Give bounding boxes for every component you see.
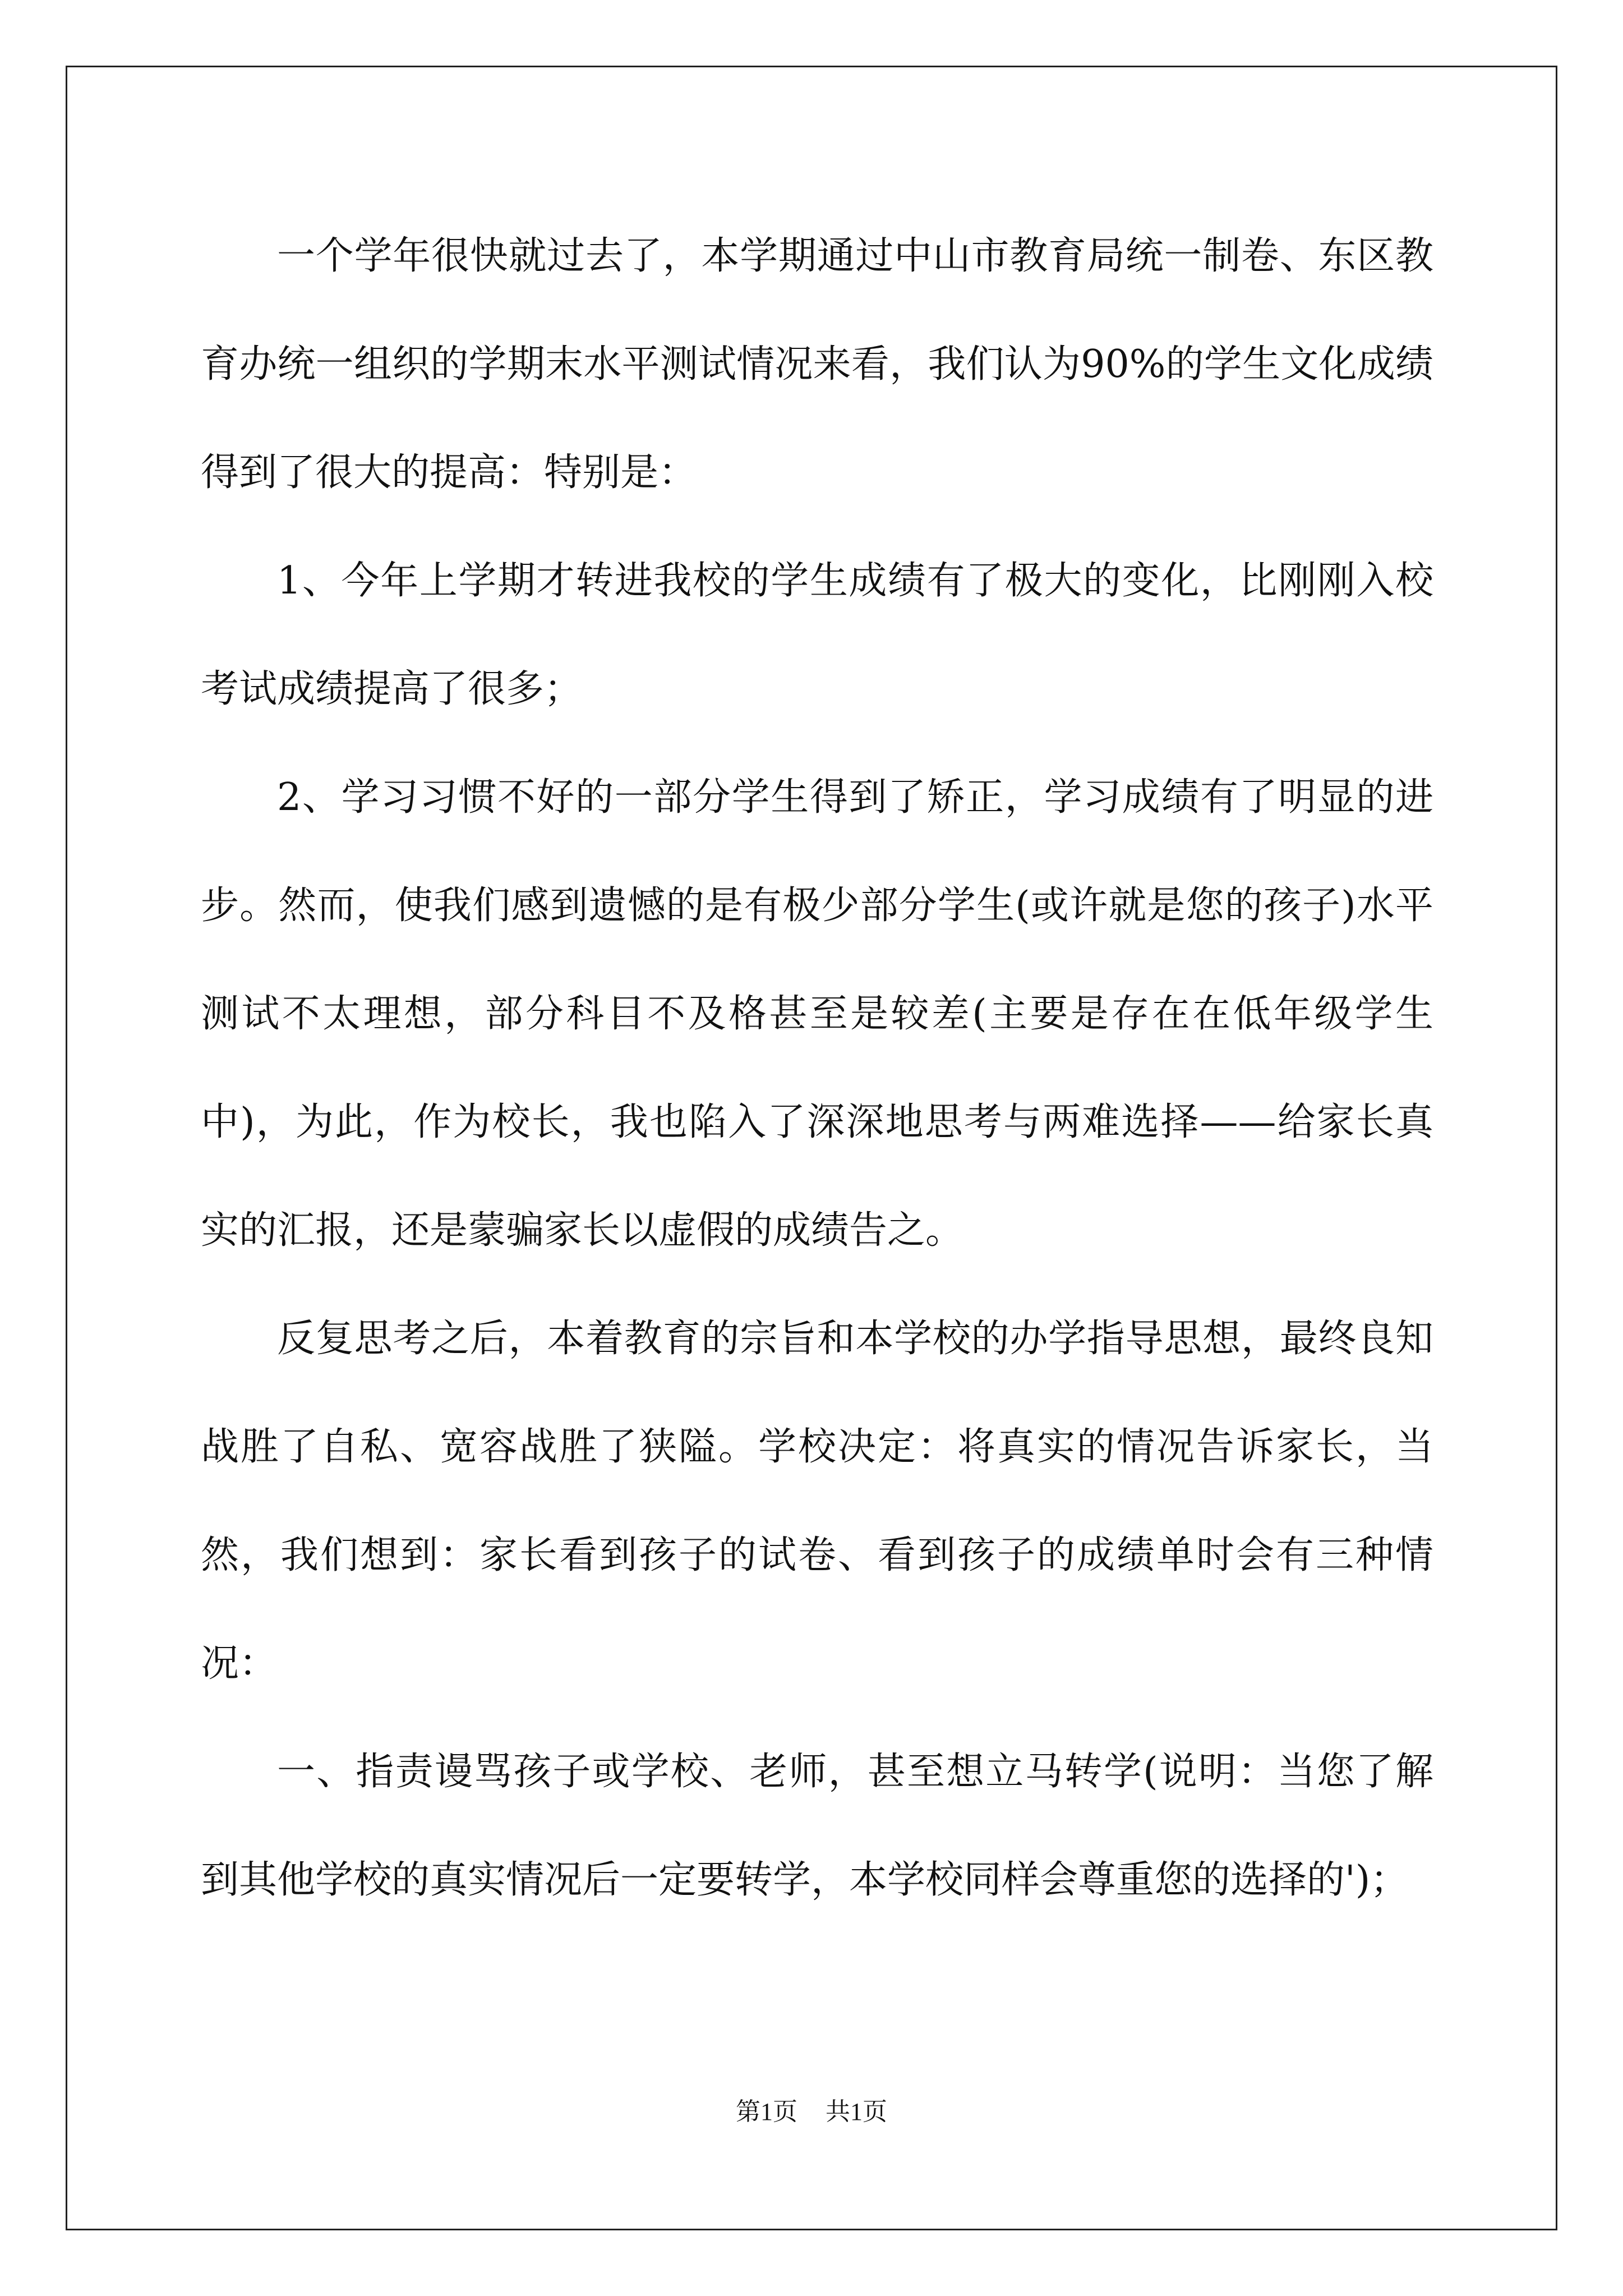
paragraph: 反复思考之后，本着教育的宗旨和本学校的办学指导思想，最终良知战胜了自私、宽容战胜了狭隘。学校决定：将真实的情况告诉家长，当然，我们想到：家长看到孩子的试卷、看到孩子的成绩单时会有三种情况： <box>201 1317 1433 1686</box>
page-number: 第1页 <box>736 2098 797 2125</box>
page-footer <box>0 2095 1623 2129</box>
paragraph: 一、指责谩骂孩子或学校、老师，甚至想立马转学(说明：当您了解到其他学校的真实情况后一定要转学，本学校同样会尊重您的选择的')； <box>201 1750 1433 1902</box>
total-pages: 共1页 <box>826 2098 887 2125</box>
paragraph: 一个学年很快就过去了，本学期通过中山市教育局统一制卷、东区教育办统一组织的学期末水平测试情况来看，我们认为90%的学生文化成绩得到了很大的提高：特别是： <box>201 234 1433 495</box>
paragraph: 2、学习习惯不好的一部分学生得到了矫正，学习成绩有了明显的进步。然而，使我们感到遗憾的是有极少部分学生(或许就是您的孩子)水平测试不太理想，部分科目不及格甚至是较差(主要是存在在低年级学生中)，为此，作为校长，我也陷入了深深地思考与两难选择——给家长真实的汇报，还是蒙骗家长以虚假的成绩告之。 <box>201 775 1433 1253</box>
document-body <box>201 202 1433 1934</box>
paragraph: 1、今年上学期才转进我校的学生成绩有了极大的变化，比刚刚入校考试成绩提高了很多； <box>201 559 1433 711</box>
